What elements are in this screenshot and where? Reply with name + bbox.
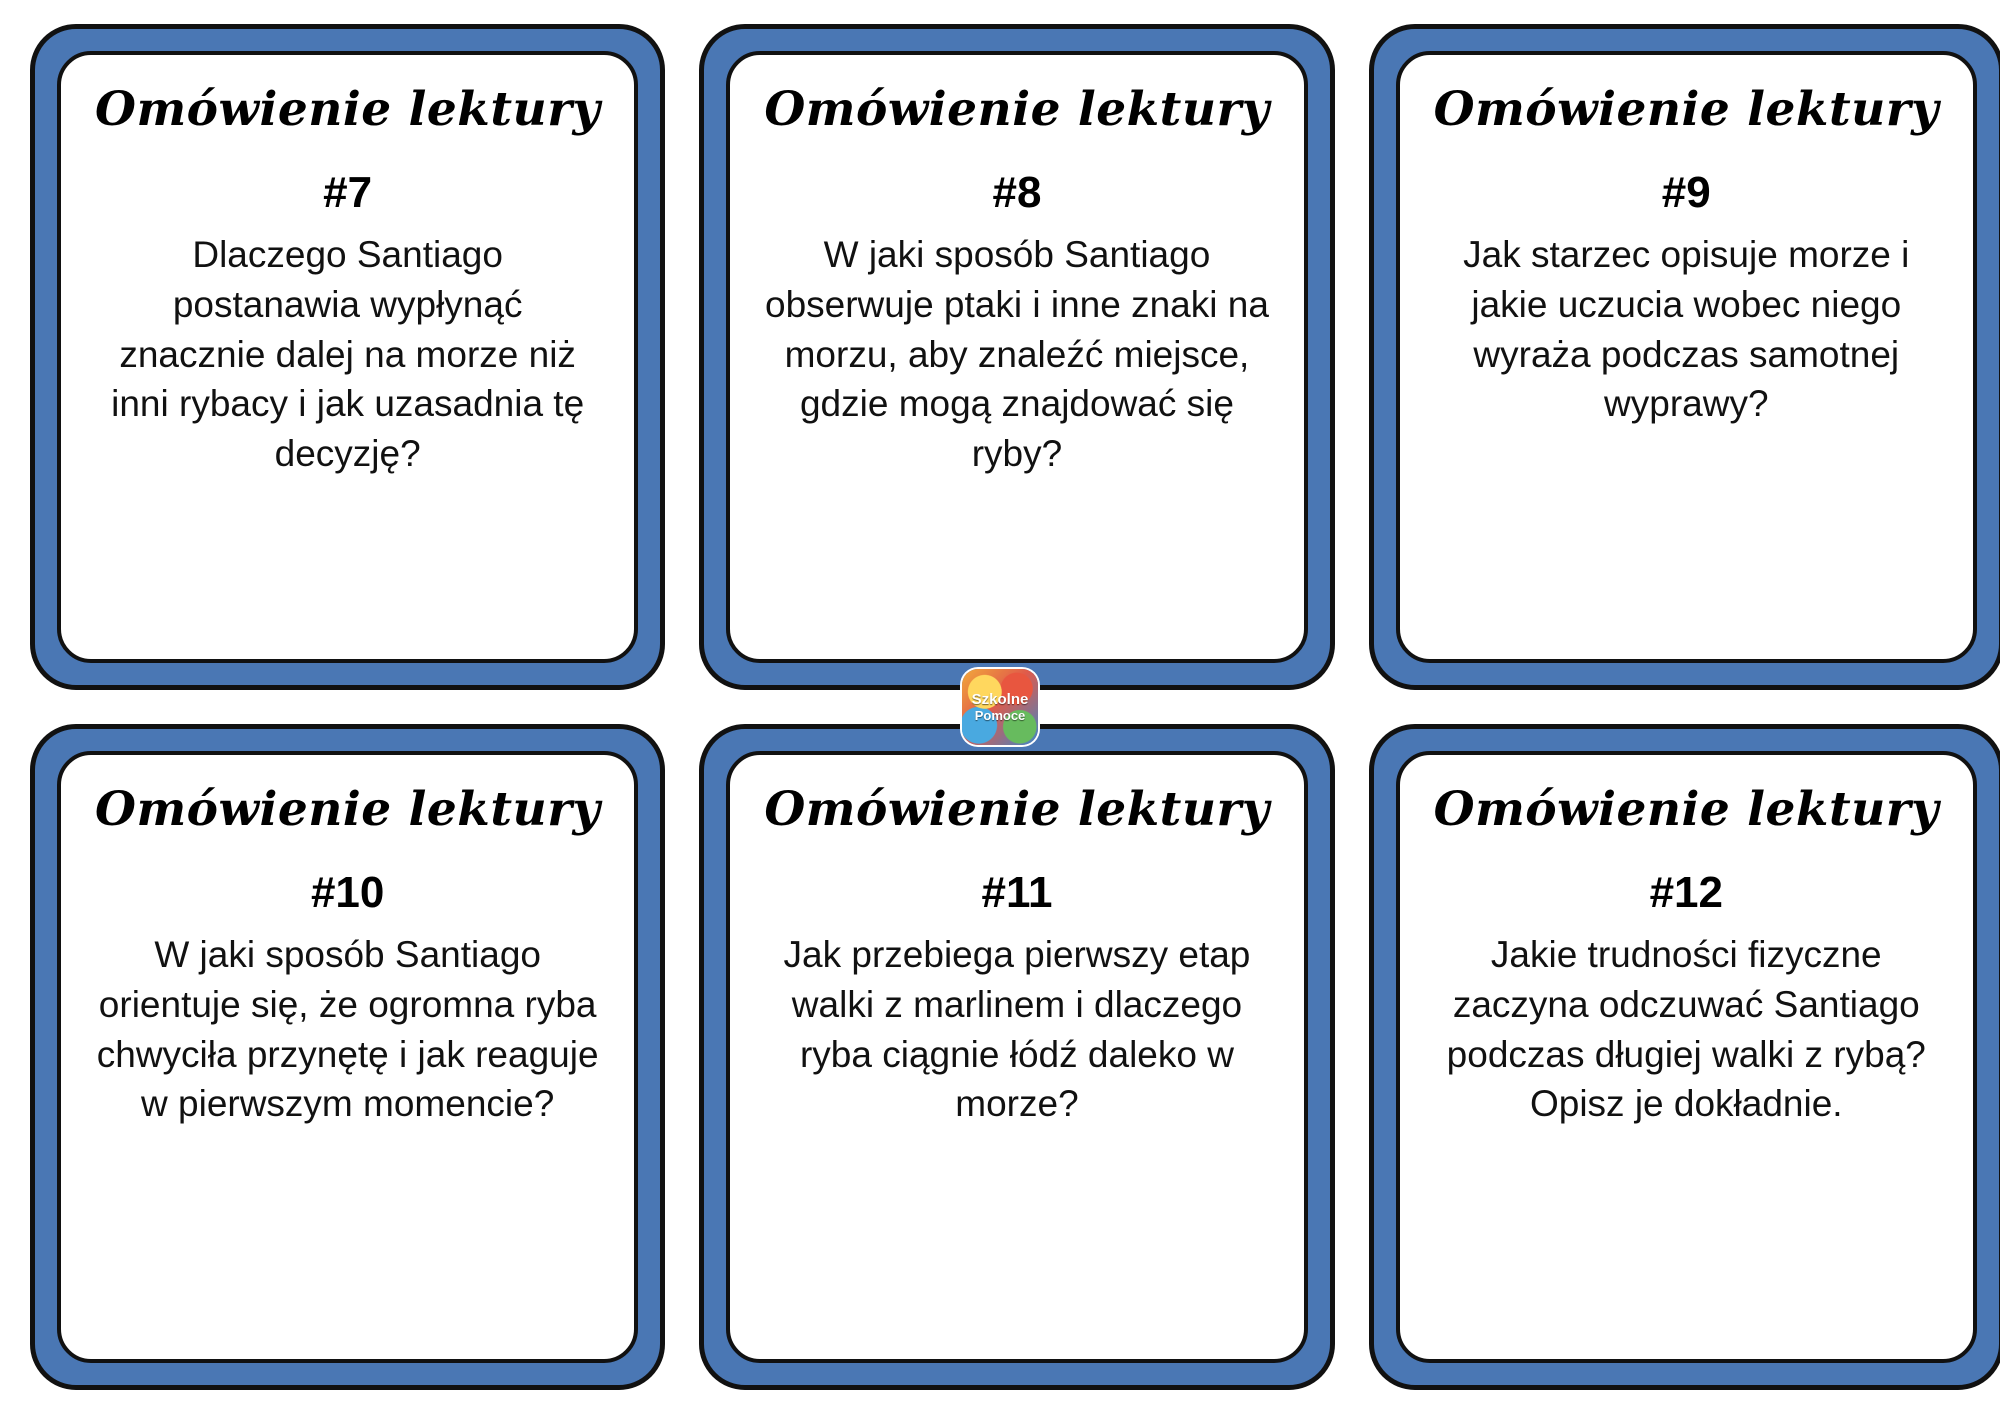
question-card[interactable] bbox=[1369, 24, 2000, 690]
logo-line-1: Szkolne bbox=[971, 691, 1029, 708]
card-inner-panel bbox=[57, 751, 638, 1363]
card-number: #8 bbox=[992, 168, 1042, 218]
card-inner-panel bbox=[726, 751, 1307, 1363]
card-inner-panel bbox=[726, 51, 1307, 663]
publisher-logo-icon bbox=[962, 669, 1038, 745]
question-card[interactable] bbox=[699, 724, 1334, 1390]
card-number: #12 bbox=[1649, 868, 1723, 918]
card-question: W jaki sposób Santiago orientuje się, że ogromna ryba chwyciła przynętę i jak reaguje w pierwszym momencie? bbox=[96, 934, 599, 1125]
card-question: Jak przebiega pierwszy etap walki z marlinem i dlaczego ryba ciągnie łódź daleko w morze? bbox=[783, 934, 1251, 1125]
card-question: Jakie trudności fizyczne zaczyna odczuwać Santiago podczas długiej walki z rybą? Opisz je dokładnie. bbox=[1446, 934, 1926, 1125]
card-inner-panel bbox=[57, 51, 638, 663]
card-title: Omówienie lektury bbox=[764, 782, 1270, 837]
card-question: Dlaczego Santiago postanawia wypłynąć znacznie dalej na morze niż inni rybacy i jak uzasadnia tę decyzję? bbox=[111, 234, 585, 474]
card-number: #10 bbox=[310, 868, 385, 918]
card-title: Omówienie lektury bbox=[1433, 782, 1939, 837]
card-number: #11 bbox=[981, 868, 1053, 918]
card-number: #9 bbox=[1661, 168, 1711, 218]
card-inner-panel bbox=[1396, 751, 1977, 1363]
logo-line-2: Pomoce bbox=[974, 708, 1026, 723]
card-question: W jaki sposób Santiago obserwuje ptaki i inne znaki na morzu, aby znaleźć miejsce, gdzie mogą znajdować się ryby? bbox=[765, 234, 1269, 474]
card-title: Omówienie lektury bbox=[95, 782, 601, 837]
card-title: Omówienie lektury bbox=[1433, 82, 1939, 137]
question-card[interactable] bbox=[1369, 724, 2000, 1390]
card-number: #7 bbox=[323, 168, 373, 218]
question-card[interactable] bbox=[699, 24, 1334, 690]
card-inner-panel bbox=[1396, 51, 1977, 663]
card-title: Omówienie lektury bbox=[95, 82, 601, 137]
question-card[interactable] bbox=[30, 24, 665, 690]
question-card[interactable] bbox=[30, 724, 665, 1390]
card-question: Jak starzec opisuje morze i jakie uczucia wobec niego wyraża podczas samotnej wyprawy? bbox=[1463, 234, 1910, 425]
card-title: Omówienie lektury bbox=[764, 82, 1270, 137]
